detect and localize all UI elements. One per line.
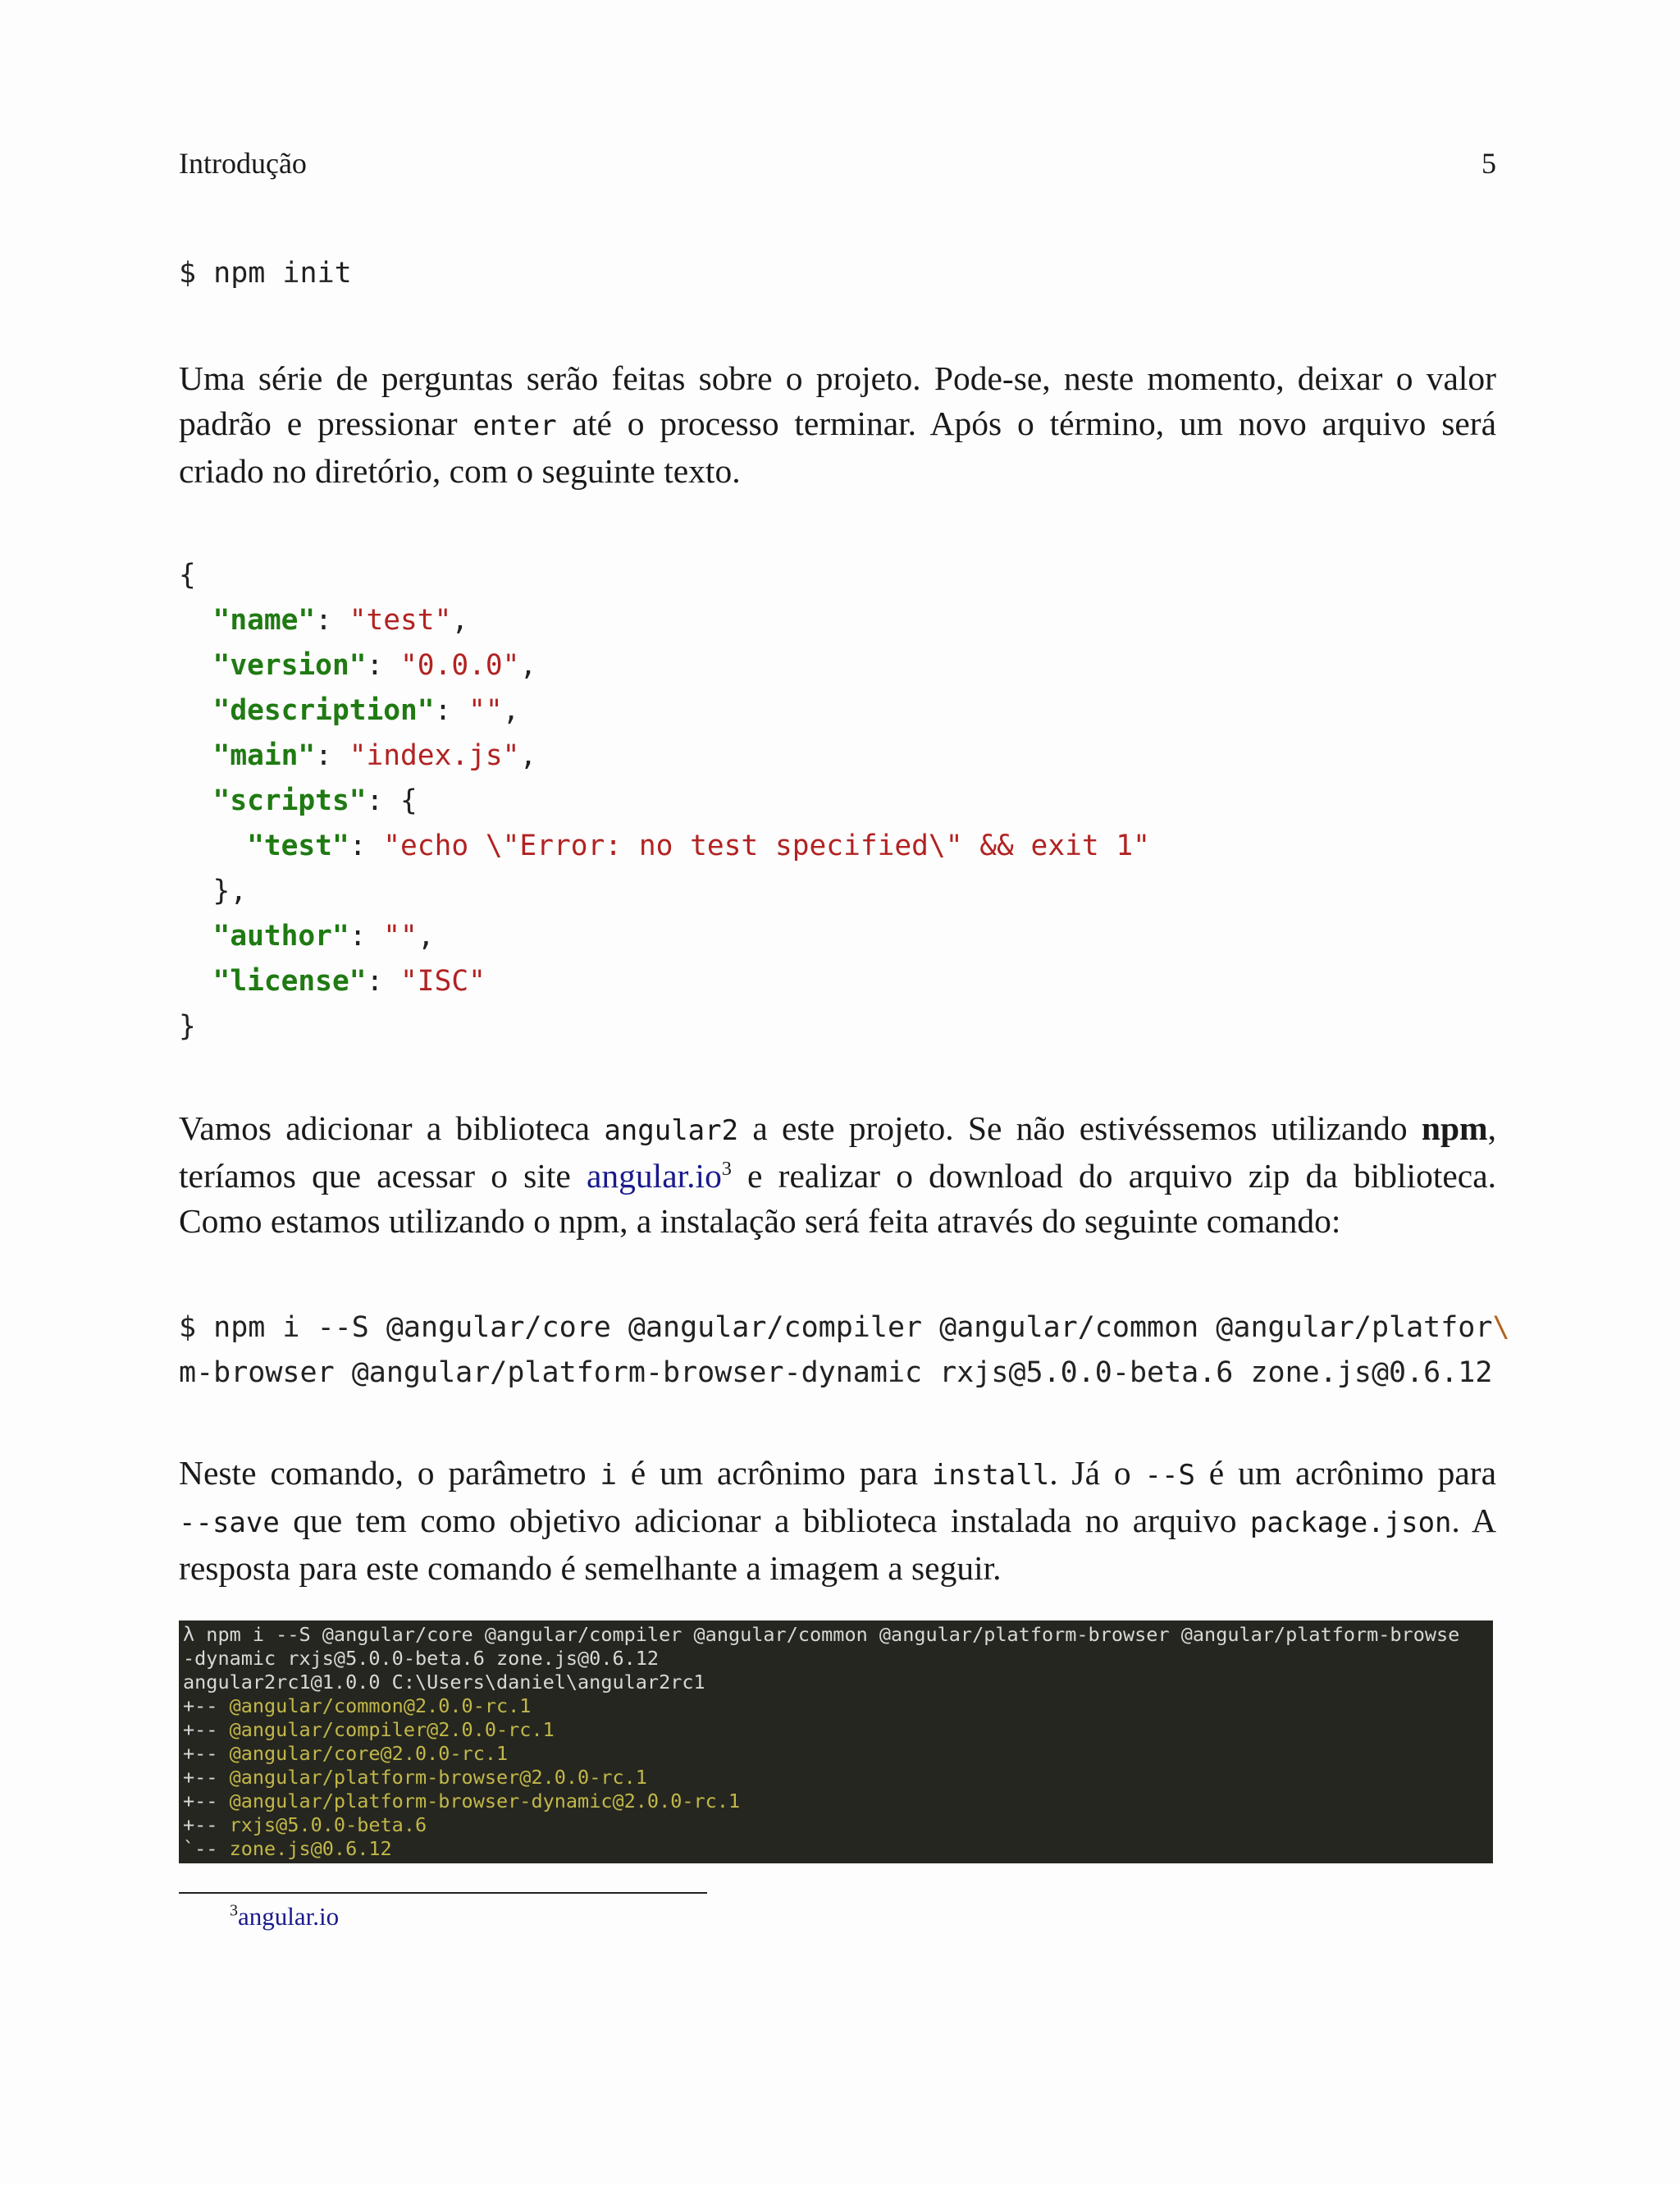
terminal-line: `-- zone.js@0.6.12 bbox=[183, 1837, 392, 1860]
running-header bbox=[179, 146, 1496, 182]
paragraph-line: --save que tem como objetivo adicionar a biblioteca instalada no arquivo package.json. A bbox=[179, 1502, 1496, 1539]
footnote: $^3$angular.io bbox=[230, 1901, 340, 1931]
paragraph-line: Como estamos utilizando o npm, a instalação será feita através do seguinte comando: bbox=[179, 1202, 1341, 1240]
terminal-line: +-- @angular/compiler@2.0.0-rc.1 bbox=[183, 1718, 555, 1741]
paragraph-angular bbox=[179, 1106, 1496, 1244]
page-number: 5 bbox=[1481, 147, 1496, 180]
terminal-line: λ npm i --S @angular/core @angular/compiler @angular/common @angular/platform-browser @angular/platform-browse bbox=[183, 1623, 1460, 1646]
npm-init-command: $ npm init bbox=[179, 257, 352, 290]
terminal-line: +-- @angular/platform-browser@2.0.0-rc.1 bbox=[183, 1766, 647, 1789]
footnote-ref[interactable]: 3 bbox=[721, 1159, 732, 1181]
npm-install-command: $ npm i --S @angular/core @angular/compiler @angular/common @angular/platfor\ m-browser @angular/platform-browser-dynamic rxjs@5.0.0-beta.6 zone.js@0.6.12 bbox=[179, 1311, 1510, 1389]
paragraph-line: Neste comando, o parâmetro i é um acrônimo para install. Já o --S é um acrônimo para bbox=[179, 1454, 1497, 1492]
angular-io-link[interactable]: angular.io bbox=[587, 1157, 722, 1195]
paragraph-line: Vamos adicionar a biblioteca angular2 a este projeto. Se não estivéssemos utilizando npm, bbox=[179, 1109, 1496, 1147]
line-continuation: \ bbox=[1492, 1311, 1510, 1344]
terminal-line: +-- @angular/platform-browser-dynamic@2.0.0-rc.1 bbox=[183, 1790, 741, 1812]
terminal-line: angular2rc1@1.0.0 C:\Users\daniel\angular2rc1 bbox=[183, 1671, 705, 1694]
terminal-line: +-- @angular/common@2.0.0-rc.1 bbox=[183, 1694, 532, 1717]
paragraph-line: resposta para este comando é semelhante a imagem a seguir. bbox=[179, 1549, 1002, 1587]
paragraph-line: Uma série de perguntas serão feitas sobre o projeto. Pode-se, neste momento, deixar o valor bbox=[179, 359, 1496, 397]
package-json-code-block: { "name": "test", "version": "0.0.0", "description": "", "main": "index.js", "scripts": { "test": "echo \"Error: no test specified\" && exit 1" }, "author": "", "license": "ISC" } bbox=[179, 559, 1150, 1043]
paragraph-line: teríamos que acessar o site $angular.io^3$ e realizar o download do arquivo zip da biblioteca. bbox=[179, 1157, 1496, 1195]
terminal-line: +-- rxjs@5.0.0-beta.6 bbox=[183, 1813, 427, 1836]
footnote-link[interactable]: angular.io bbox=[238, 1902, 340, 1931]
inline-code-angular2: angular2 bbox=[604, 1114, 739, 1147]
section-title: Introdução bbox=[179, 147, 307, 180]
paragraph-intro bbox=[179, 356, 1496, 494]
paragraph-line: padrão e pressionar enter até o processo terminar. Após o término, um novo arquivo será bbox=[179, 405, 1496, 442]
paragraph-command-explained bbox=[179, 1451, 1496, 1591]
terminal-screenshot bbox=[179, 1620, 1493, 1863]
terminal-line: +-- @angular/core@2.0.0-rc.1 bbox=[183, 1742, 509, 1765]
footnote-divider bbox=[179, 1892, 707, 1894]
paragraph-line: criado no diretório, com o seguinte texto. bbox=[179, 452, 741, 490]
inline-code-enter: enter bbox=[472, 409, 557, 442]
terminal-line: -dynamic rxjs@5.0.0-beta.6 zone.js@0.6.12 bbox=[183, 1647, 660, 1670]
